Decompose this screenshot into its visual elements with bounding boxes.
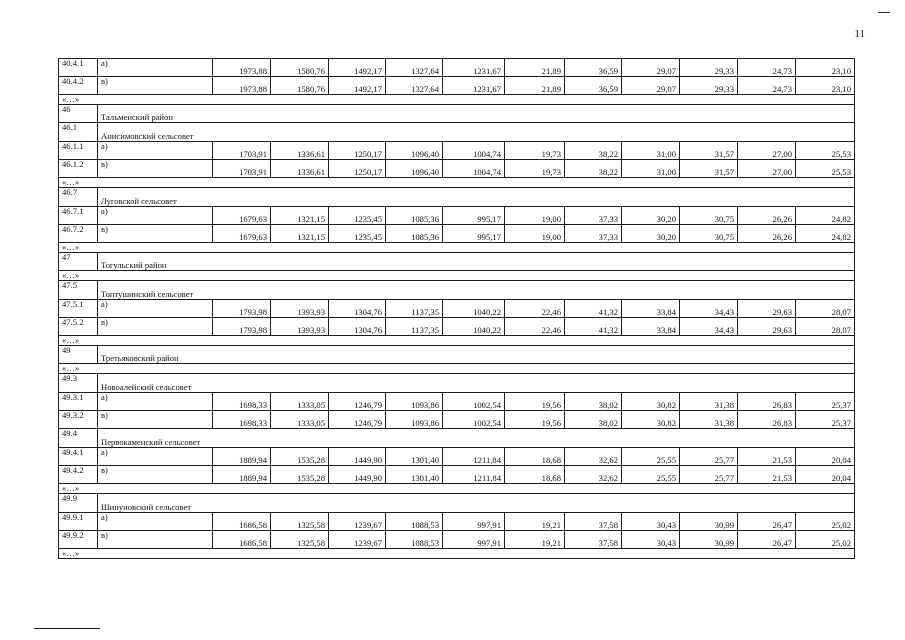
value-cell: 37,33 — [565, 225, 622, 243]
row-code: 46 — [59, 105, 98, 123]
value-cell: 25,77 — [680, 466, 738, 484]
value-cell: 1793,98 — [213, 318, 271, 336]
value-cell: 1449,90 — [329, 448, 386, 466]
row-letter: в) — [98, 318, 213, 336]
value-cell: 1492,17 — [329, 77, 386, 95]
value-cell: 1535,28 — [271, 448, 329, 466]
value-cell: 1679,63 — [213, 207, 271, 225]
page-number: 11 — [854, 28, 865, 40]
table-row — [59, 466, 855, 484]
row-code: 47.5.2 — [59, 318, 98, 336]
value-cell: 27,00 — [738, 160, 796, 178]
value-cell: 1973,88 — [213, 59, 271, 77]
value-cell: 1211,84 — [443, 448, 505, 466]
ellipsis-mark: «…» — [59, 336, 855, 346]
value-cell: 36,59 — [565, 77, 622, 95]
value-cell: 21,53 — [738, 466, 796, 484]
value-cell: 25,53 — [796, 142, 855, 160]
ellipsis-mark: «…» — [59, 271, 855, 281]
table-row — [59, 513, 855, 531]
district-row — [59, 105, 855, 123]
value-cell: 22,46 — [505, 300, 565, 318]
value-cell: 1301,40 — [386, 448, 443, 466]
value-cell: 21,53 — [738, 448, 796, 466]
value-cell: 1235,45 — [329, 207, 386, 225]
row-letter: а) — [98, 207, 213, 225]
value-cell: 25,02 — [796, 531, 855, 549]
value-cell: 1679,63 — [213, 225, 271, 243]
value-cell: 1703,91 — [213, 160, 271, 178]
value-cell: 1250,17 — [329, 160, 386, 178]
row-letter: в) — [98, 466, 213, 484]
value-cell: 30,82 — [622, 411, 680, 429]
table-row — [59, 207, 855, 225]
table-row — [59, 225, 855, 243]
value-cell: 34,43 — [680, 300, 738, 318]
value-cell: 997,91 — [443, 513, 505, 531]
settlement-name: Топтушинский сельсовет — [98, 281, 855, 300]
value-cell: 27,00 — [738, 142, 796, 160]
value-cell: 34,43 — [680, 318, 738, 336]
row-code: 49.9.2 — [59, 531, 98, 549]
ellipsis-row — [59, 95, 855, 105]
value-cell: 995,17 — [443, 207, 505, 225]
ellipsis-mark: «…» — [59, 95, 855, 105]
row-code: 49.3.1 — [59, 393, 98, 411]
value-cell: 1088,53 — [386, 531, 443, 549]
value-cell: 1137,35 — [386, 300, 443, 318]
row-code: 46.7.2 — [59, 225, 98, 243]
row-code: 46.7 — [59, 188, 98, 207]
value-cell: 1239,67 — [329, 513, 386, 531]
value-cell: 19,56 — [505, 393, 565, 411]
value-cell: 1327,64 — [386, 59, 443, 77]
value-cell: 31,38 — [680, 411, 738, 429]
ellipsis-row — [59, 243, 855, 253]
value-cell: 1137,35 — [386, 318, 443, 336]
value-cell: 33,84 — [622, 300, 680, 318]
row-code: 47 — [59, 253, 98, 271]
row-code: 49.4 — [59, 429, 98, 448]
value-cell: 1703,91 — [213, 142, 271, 160]
value-cell: 1040,22 — [443, 300, 505, 318]
value-cell: 26,83 — [738, 393, 796, 411]
value-cell: 1333,05 — [271, 411, 329, 429]
row-letter: в) — [98, 531, 213, 549]
value-cell: 37,33 — [565, 207, 622, 225]
value-cell: 19,21 — [505, 531, 565, 549]
ellipsis-row — [59, 484, 855, 494]
value-cell: 1231,67 — [443, 77, 505, 95]
settlement-row — [59, 494, 855, 513]
ellipsis-row — [59, 364, 855, 374]
value-cell: 30,75 — [680, 207, 738, 225]
value-cell: 1393,93 — [271, 318, 329, 336]
row-letter: а) — [98, 393, 213, 411]
settlement-row — [59, 123, 855, 142]
value-cell: 31,00 — [622, 142, 680, 160]
value-cell: 30,82 — [622, 393, 680, 411]
ellipsis-mark: «…» — [59, 178, 855, 188]
value-cell: 1325,58 — [271, 513, 329, 531]
settlement-name: Шипуновский сельсовет — [98, 494, 855, 513]
value-cell: 29,07 — [622, 77, 680, 95]
value-cell: 1698,33 — [213, 411, 271, 429]
value-cell: 1085,36 — [386, 207, 443, 225]
value-cell: 29,07 — [622, 59, 680, 77]
value-cell: 28,07 — [796, 318, 855, 336]
value-cell: 25,77 — [680, 448, 738, 466]
value-cell: 29,63 — [738, 300, 796, 318]
value-cell: 1004,74 — [443, 160, 505, 178]
value-cell: 19,73 — [505, 142, 565, 160]
value-cell: 1535,28 — [271, 466, 329, 484]
value-cell: 31,57 — [680, 160, 738, 178]
value-cell: 23,10 — [796, 59, 855, 77]
value-cell: 30,20 — [622, 207, 680, 225]
value-cell: 30,75 — [680, 225, 738, 243]
value-cell: 1449,90 — [329, 466, 386, 484]
value-cell: 20,04 — [796, 466, 855, 484]
value-cell: 1793,98 — [213, 300, 271, 318]
district-name: Тогульский район — [98, 253, 855, 271]
value-cell: 1304,76 — [329, 300, 386, 318]
row-code: 46.1 — [59, 123, 98, 142]
value-cell: 997,91 — [443, 531, 505, 549]
value-cell: 24,82 — [796, 207, 855, 225]
value-cell: 1686,58 — [213, 531, 271, 549]
value-cell: 37,58 — [565, 513, 622, 531]
row-code: 49 — [59, 346, 98, 364]
value-cell: 30,20 — [622, 225, 680, 243]
value-cell: 1336,61 — [271, 142, 329, 160]
value-cell: 37,58 — [565, 531, 622, 549]
value-cell: 1093,86 — [386, 393, 443, 411]
row-code: 49.4.1 — [59, 448, 98, 466]
value-cell: 1246,79 — [329, 393, 386, 411]
value-cell: 32,62 — [565, 448, 622, 466]
ellipsis-mark: «…» — [59, 484, 855, 494]
settlement-row — [59, 188, 855, 207]
value-cell: 38,02 — [565, 393, 622, 411]
district-name: Тальменский район — [98, 105, 855, 123]
value-cell: 28,07 — [796, 300, 855, 318]
value-cell: 30,99 — [680, 531, 738, 549]
value-cell: 21,89 — [505, 77, 565, 95]
row-code: 40.4.2 — [59, 77, 98, 95]
value-cell: 1580,76 — [271, 59, 329, 77]
row-letter: а) — [98, 300, 213, 318]
value-cell: 1096,40 — [386, 160, 443, 178]
value-cell: 29,33 — [680, 59, 738, 77]
value-cell: 1085,36 — [386, 225, 443, 243]
value-cell: 30,43 — [622, 513, 680, 531]
value-cell: 25,55 — [622, 466, 680, 484]
ellipsis-mark: «…» — [59, 364, 855, 374]
value-cell: 23,10 — [796, 77, 855, 95]
row-code: 49.3.2 — [59, 411, 98, 429]
value-cell: 1336,61 — [271, 160, 329, 178]
value-cell: 33,84 — [622, 318, 680, 336]
value-cell: 1327,64 — [386, 77, 443, 95]
row-code: 46.1.2 — [59, 160, 98, 178]
corner-mark — [878, 12, 890, 13]
value-cell: 19,00 — [505, 225, 565, 243]
footnote-rule — [34, 628, 100, 629]
value-cell: 1889,94 — [213, 448, 271, 466]
district-row — [59, 253, 855, 271]
row-code: 46.7.1 — [59, 207, 98, 225]
settlement-row — [59, 281, 855, 300]
row-letter: в) — [98, 225, 213, 243]
value-cell: 26,47 — [738, 531, 796, 549]
value-cell: 1580,76 — [271, 77, 329, 95]
row-code: 49.9 — [59, 494, 98, 513]
value-cell: 31,57 — [680, 142, 738, 160]
value-cell: 31,38 — [680, 393, 738, 411]
value-cell: 19,73 — [505, 160, 565, 178]
table-row — [59, 411, 855, 429]
settlement-row — [59, 429, 855, 448]
value-cell: 32,62 — [565, 466, 622, 484]
settlement-name: Луговской сельсовет — [98, 188, 855, 207]
value-cell: 1393,93 — [271, 300, 329, 318]
value-cell: 31,00 — [622, 160, 680, 178]
value-cell: 1096,40 — [386, 142, 443, 160]
value-cell: 19,21 — [505, 513, 565, 531]
value-cell: 1246,79 — [329, 411, 386, 429]
row-letter: в) — [98, 411, 213, 429]
value-cell: 1973,88 — [213, 77, 271, 95]
value-cell: 25,55 — [622, 448, 680, 466]
value-cell: 1088,53 — [386, 513, 443, 531]
table-row — [59, 160, 855, 178]
value-cell: 1250,17 — [329, 142, 386, 160]
value-cell: 25,02 — [796, 513, 855, 531]
value-cell: 1325,58 — [271, 531, 329, 549]
district-row — [59, 346, 855, 364]
row-code: 47.5 — [59, 281, 98, 300]
value-cell: 21,89 — [505, 59, 565, 77]
ellipsis-row — [59, 549, 855, 559]
row-code: 40.4.1 — [59, 59, 98, 77]
value-cell: 1235,45 — [329, 225, 386, 243]
value-cell: 30,43 — [622, 531, 680, 549]
value-cell: 1004,74 — [443, 142, 505, 160]
value-cell: 1333,05 — [271, 393, 329, 411]
row-code: 46.1.1 — [59, 142, 98, 160]
ellipsis-row — [59, 271, 855, 281]
settlement-name: Первокаменский сельсовет — [98, 429, 855, 448]
value-cell: 36,59 — [565, 59, 622, 77]
row-letter: в) — [98, 77, 213, 95]
value-cell: 29,63 — [738, 318, 796, 336]
value-cell: 1321,15 — [271, 207, 329, 225]
ellipsis-row — [59, 336, 855, 346]
value-cell: 24,73 — [738, 59, 796, 77]
value-cell: 20,04 — [796, 448, 855, 466]
value-cell: 18,68 — [505, 448, 565, 466]
table-row — [59, 300, 855, 318]
table-row — [59, 393, 855, 411]
value-cell: 1002,54 — [443, 411, 505, 429]
value-cell: 29,33 — [680, 77, 738, 95]
value-cell: 26,26 — [738, 225, 796, 243]
value-cell: 1040,22 — [443, 318, 505, 336]
table-row — [59, 318, 855, 336]
value-cell: 1093,86 — [386, 411, 443, 429]
value-cell: 25,37 — [796, 411, 855, 429]
ellipsis-mark: «…» — [59, 243, 855, 253]
value-cell: 41,32 — [565, 300, 622, 318]
value-cell: 26,26 — [738, 207, 796, 225]
value-cell: 19,00 — [505, 207, 565, 225]
value-cell: 1211,84 — [443, 466, 505, 484]
table-row — [59, 142, 855, 160]
district-name: Третьяковский район — [98, 346, 855, 364]
value-cell: 22,46 — [505, 318, 565, 336]
value-cell: 1301,40 — [386, 466, 443, 484]
ellipsis-row — [59, 178, 855, 188]
row-letter: а) — [98, 142, 213, 160]
tariff-table — [58, 58, 855, 559]
value-cell: 1239,67 — [329, 531, 386, 549]
value-cell: 25,53 — [796, 160, 855, 178]
value-cell: 19,56 — [505, 411, 565, 429]
value-cell: 26,83 — [738, 411, 796, 429]
row-letter: а) — [98, 448, 213, 466]
table-row — [59, 77, 855, 95]
value-cell: 1686,58 — [213, 513, 271, 531]
value-cell: 24,73 — [738, 77, 796, 95]
value-cell: 1002,54 — [443, 393, 505, 411]
value-cell: 1231,67 — [443, 59, 505, 77]
value-cell: 41,32 — [565, 318, 622, 336]
row-code: 49.3 — [59, 374, 98, 393]
value-cell: 26,47 — [738, 513, 796, 531]
row-letter: а) — [98, 513, 213, 531]
row-letter: в) — [98, 160, 213, 178]
value-cell: 1698,33 — [213, 393, 271, 411]
settlement-name: Новоалейский сельсовет — [98, 374, 855, 393]
value-cell: 1304,76 — [329, 318, 386, 336]
table-row — [59, 59, 855, 77]
ellipsis-mark: «…» — [59, 549, 855, 559]
value-cell: 18,68 — [505, 466, 565, 484]
value-cell: 1889,94 — [213, 466, 271, 484]
value-cell: 1492,17 — [329, 59, 386, 77]
value-cell: 24,82 — [796, 225, 855, 243]
value-cell: 38,02 — [565, 411, 622, 429]
row-code: 49.9.1 — [59, 513, 98, 531]
value-cell: 38,22 — [565, 142, 622, 160]
table-row — [59, 531, 855, 549]
row-code: 47.5.1 — [59, 300, 98, 318]
value-cell: 995,17 — [443, 225, 505, 243]
value-cell: 25,37 — [796, 393, 855, 411]
row-code: 49.4.2 — [59, 466, 98, 484]
value-cell: 38,22 — [565, 160, 622, 178]
settlement-name: Анисимовский сельсовет — [98, 123, 855, 142]
value-cell: 30,99 — [680, 513, 738, 531]
table-row — [59, 448, 855, 466]
value-cell: 1321,15 — [271, 225, 329, 243]
row-letter: а) — [98, 59, 213, 77]
settlement-row — [59, 374, 855, 393]
